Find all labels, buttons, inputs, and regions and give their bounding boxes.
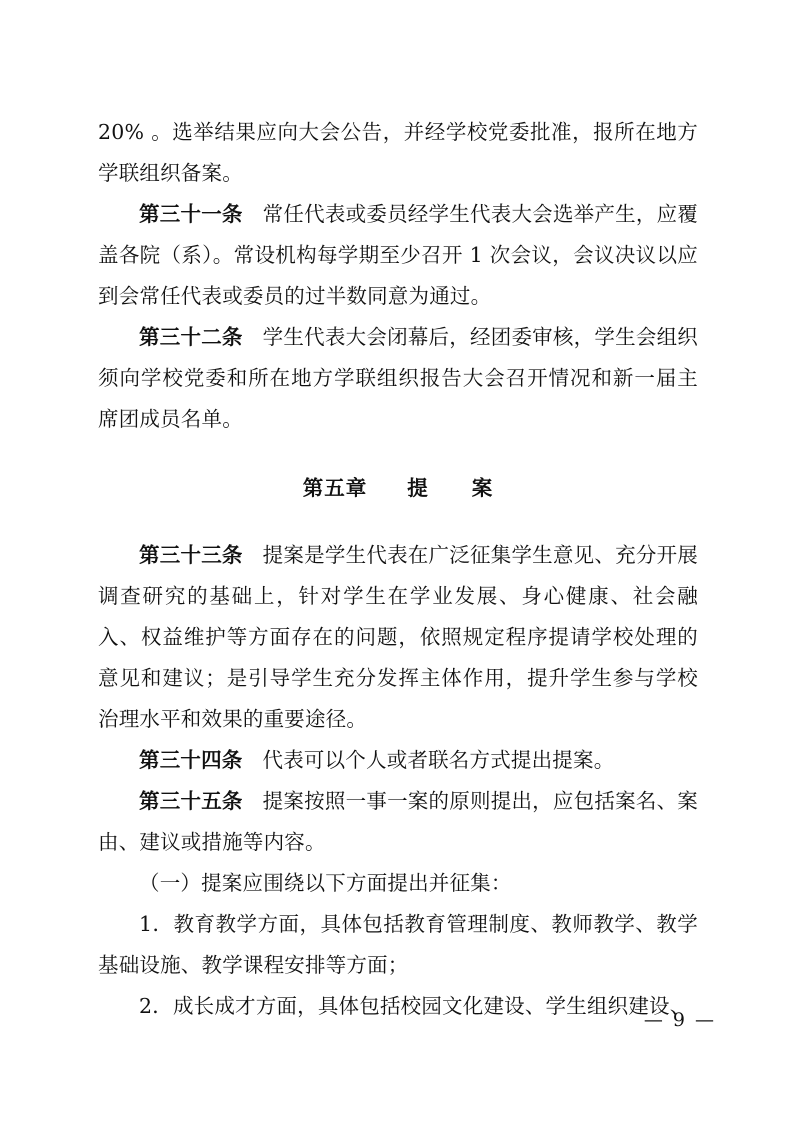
paragraph-text: 提案是学生代表在广泛征集学生意见、充分开展调查研究的基础上，针对学生在学业发展、身心健康、社会融入、权益维护等方面存在的问题，依照规定程序提请学校处理的意见和建议；是引导学生充分发挥主体作用，提升学生参与学校治理水平和效果的重要途径。 — [98, 543, 698, 731]
paragraph-text: 1．教育教学方面，具体包括教育管理制度、教师教学、教学基础设施、教学课程安排等方面； — [98, 912, 698, 977]
paragraph-text: 常任代表或委员经学生代表大会选举产生，应覆盖各院（系）。常设机构每学期至少召开 1 次会议，会议决议以应到会常任代表或委员的过半数同意为通过。 — [98, 202, 698, 308]
paragraph-article31 — [98, 194, 698, 317]
paragraph-article30-continued — [98, 112, 698, 194]
paragraph-article35 — [98, 781, 698, 863]
paragraph-text: 2．成长成才方面，具体包括校园文化建设、学生组织建设、 — [139, 994, 691, 1018]
paragraph-text: 代表可以个人或者联名方式提出提案。 — [262, 748, 615, 772]
page-content — [98, 112, 698, 1027]
paragraph-article33 — [98, 535, 698, 740]
article-number: 第三十三条 — [139, 543, 243, 567]
page-number: — 9 — — [643, 1009, 716, 1031]
article-number: 第三十二条 — [139, 325, 243, 349]
chapter-number: 第五章 — [302, 476, 368, 500]
article-number: 第三十四条 — [139, 748, 243, 772]
article-number: 第三十五条 — [139, 789, 243, 813]
paragraph-item-1 — [98, 863, 698, 904]
paragraph-text: 20% 。选举结果应向大会公告，并经学校党委批准，报所在地方学联组织备案。 — [98, 120, 698, 185]
paragraph-sub-item-1 — [98, 904, 698, 986]
paragraph-text: （一）提案应围绕以下方面提出并征集： — [139, 871, 512, 895]
article-number: 第三十一条 — [139, 202, 243, 226]
chapter-heading — [98, 468, 698, 509]
paragraph-text: 提案按照一事一案的原则提出，应包括案名、案由、建议或措施等内容。 — [98, 789, 698, 854]
paragraph-article34 — [98, 740, 698, 781]
paragraph-text: 学生代表大会闭幕后，经团委审核，学生会组织须向学校党委和所在地方学联组织报告大会召开情况和新一届主席团成员名单。 — [98, 325, 698, 431]
chapter-title: 提 案 — [407, 476, 494, 500]
paragraph-article32 — [98, 317, 698, 440]
